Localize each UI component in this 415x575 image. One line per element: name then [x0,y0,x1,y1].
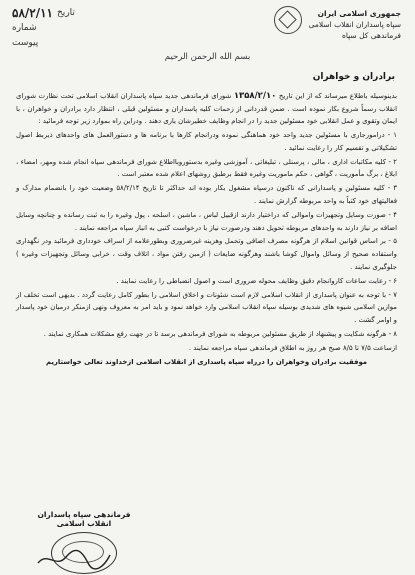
highlight-date: ۱۳۵۸/۲/۱۰ [233,91,277,101]
date-label: تاریخ [57,8,75,18]
letter-meta [12,6,122,51]
paragraph-item: ۴ - صورت وسایل وتجهیزات واموالی که دراختیار دارند ازقبیل لباس ، ماشین ، اسلحه ، پول وغیره را به ثبت رسانده و چنانچه وسایل اضافه بر نیاز دارند به واحدهای مربوطه تحویل دهند ودرصورت نیاز با درخواست کتبی به انبار سپاه مراجعه نمایند . [16,210,397,232]
paragraph-item: ۸ - هرگونه شکایت و پیشنهاد از طریق مسئولین مربوطه به شورای فرماندهی برسد تا در جهت رفع مشکلات همکاری نمایند . [43,329,397,338]
signature-scribble [34,547,114,571]
paragraph-item: ۱ - درامورجاری با مسئولین جدید واحد خود هماهنگی نموده ودرانجام کارها با برنامه ها و دستورالعمل های واحدهای ذیربط اصول تشکیلاتی و تقسیم کار را رعایت نمائید . [16,131,397,152]
paragraph-item: ۳ - کلیه مسئولین و پاسدارانی که تاکنون درسپاه مشغول بکار بوده اند حداکثر تا تاریخ ۵۸/۲/۱۴ وضعیت خود را بانضمام مدارک و فعالیتهای خود کتباً به واحد مربوطه گزارش نمایند . [16,184,397,205]
paragraph-intro-text: بدینوسیله باطلاع میرساند که از این تاریخ ۱۳۵۸/۲/۱۰ شورای فرماندهی جدید سپاه پاسداران انقلاب اسلامی تحت نظارت شورای انقلاب رسماً شروع بکار نموده است . ضمن قدردانی از زحمات کلیه پاسداران و مسئولین قبلی ، انتظار دارد برادران و خواهران ، با ایمان وتقوی و عمل انقلابی خود مسئولین جدید را در انجام وظایف خطیرشان یاری دهند . ودراین راه بموارد زیر توجه فرمائید : [16,91,397,126]
org-line-2: سپاه پاسداران انقلاب اسلامی [308,20,401,29]
signature-title: فرماندهی سپاه پاسداران انقلاب اسلامی [37,510,131,528]
closing-line: موفقیت برادران وخواهران را درراه سپاه پاسداری از انقلاب اسلامی ازخداوند تعالی خواستاریم [45,358,368,367]
organization-header [276,8,401,41]
number-label: شماره [12,23,37,33]
attachment-row [12,36,122,51]
number-row [12,21,122,36]
org-line-1: جمهوری اسلامی ایران [317,9,401,18]
paragraph-item: ۷ - با توجه به عنوان پاسداری از انقلاب اسلامی لازم است شئونات و اخلاق اسلامی را بطور کامل رعایت گردد . بدیهی است تخلف از موازین اسلامی شیوه های شدیدی بوسیله سپاه انقلاب اسلامی وارد خواهد نمود و باید امر به معروف ونهی ازمنکر درمیان خود پاسدار و اوامر گشت . [16,290,397,324]
attachment-label: پیوست [12,38,39,48]
paragraph-intro [16,90,397,128]
salutation: برادران و خواهران [312,72,395,82]
paragraph-item: ۵ - بر اساس قوانین اسلام از هرگونه مصرف اضافی وتحمل وهزینه غیرضروری وبطورعلامه از اسراف خودداری فرمائید ودر نگهداری واستفاده صحیح از وسائل واموال کوشا باشند وهرگونه ضایعات ( ازمبن رفتن مواد ، اتلاف وقت ، خرابی وسائل وتجهیزات وغیره ) جلوگیری نمایند . [16,237,397,271]
org-line-3: فرماندهی کل سپاه [341,31,401,40]
paragraph-item: ۲ - کلیه مکاتبات اداری ، مالی ، پرسنلی ، تبلیغاتی ، آموزشی وغیره بدستوروبااطلاع شورای فرماندهی سپاه انجام شده ومهر، امضاء ، ابلاغ ، برگ مأموریت ، گواهی ، حکم ماموریت وغیره فقط برطبق روشهای اعلام شده معتبر است . [16,157,397,179]
basmala: بسم الله الرحمن الرحیم [164,52,251,62]
paragraph-hours: ازساعت ۷/۵ تا ۸/۵ صبح هر روز به اطلاق فرماندهی سپاه مراجعه نمایند . [188,343,397,352]
date-value: ۵۸/۲/۱۱ [12,6,53,20]
paragraph-item: ۶ - رعایت ساعات کاروانجام دقیق وظایف محوله ضروری است و اصول انضباطی را رعایت نمایند . [116,276,397,285]
date-row [12,6,122,21]
emblem-icon [274,6,302,34]
letter-body [16,90,397,370]
